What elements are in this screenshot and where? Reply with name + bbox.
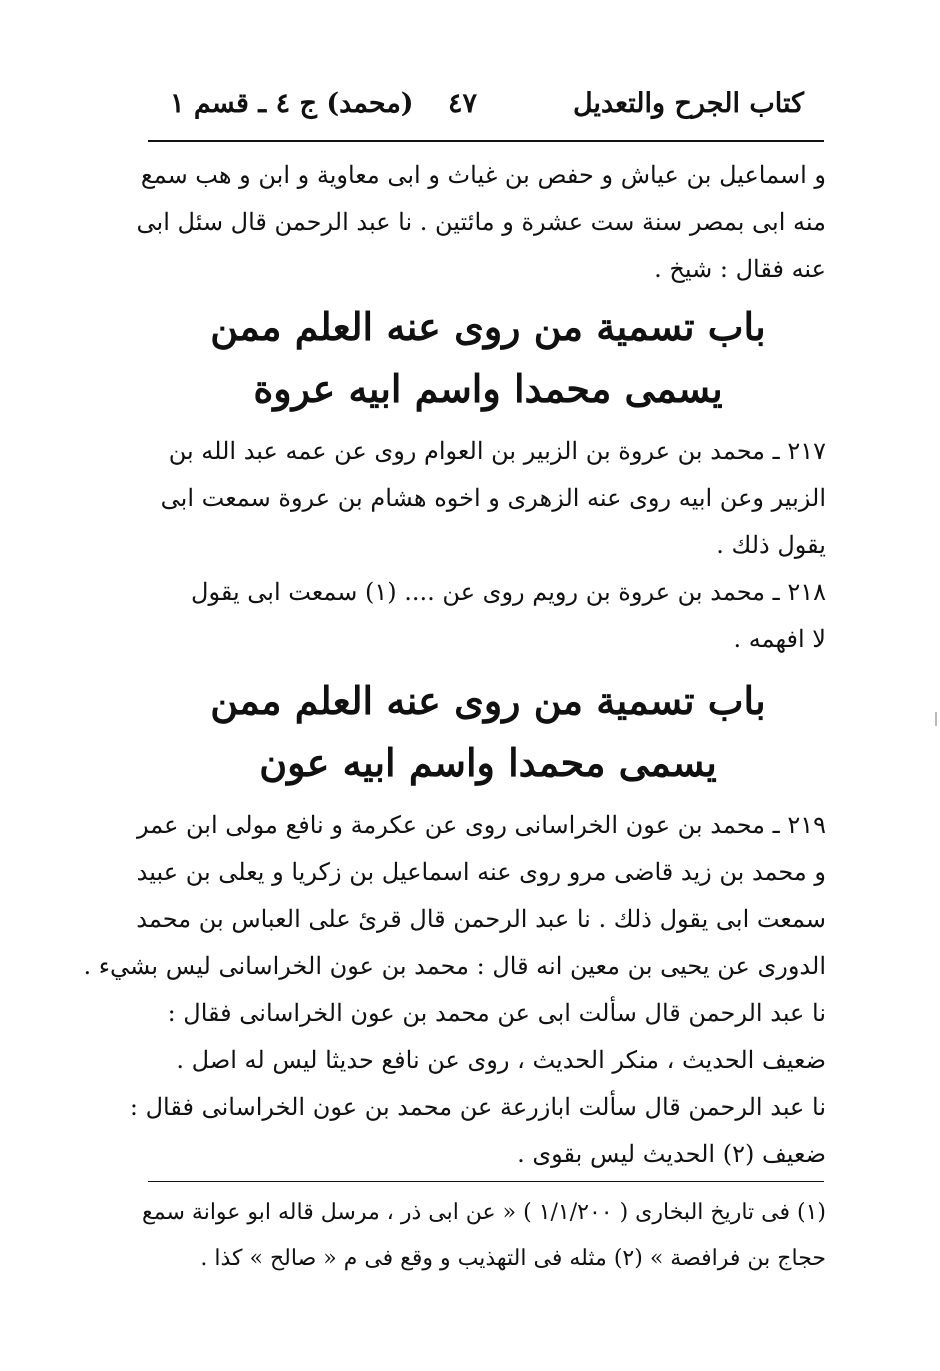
chapter-heading-urwa [150,296,826,420]
page-number: ٤٧ [448,88,478,119]
running-header [148,88,804,128]
scan-speck [935,712,937,726]
text-line: و محمد بن زيد قاضى مرو روى عنه اسماعيل بن زكريا و يعلى بن عبيد [136,858,826,886]
heading-line: يسمى محمدا واسم ابيه عروة [253,366,723,411]
entry-217 [150,428,826,569]
heading-line: يسمى محمدا واسم ابيه عون [259,740,717,785]
text-line: ٢١٩ ـ محمد بن عون الخراسانى روى عن عكرمة و نافع مولى ابن عمر [136,811,826,839]
footnote-line: حجاج بن فرافصة » (٢) مثله فى التهذيب و وقع فى م « صالح » كذا . [200,1246,826,1271]
entry-218 [150,569,826,663]
text-line: عنه فقال : شيخ . [654,255,826,283]
footnote-line: (١) فى تاريخ البخارى ( ١/١/٢٠٠ ) « عن ابى ذر ، مرسل قاله ابو عوانة سمع [142,1200,826,1225]
intro-paragraph [136,152,826,293]
text-line: نا عبد الرحمن قال سألت ابازرعة عن محمد بن عون الخراسانى فقال : [129,1093,826,1121]
text-line: ٢١٨ ـ محمد بن عروة بن رويم روى عن .... (١) سمعت ابى يقول [191,578,826,606]
text-line: نا عبد الرحمن قال سألت ابى عن محمد بن عون الخراسانى فقال : [167,999,826,1027]
text-line: سمعت ابى يقول ذلك . نا عبد الرحمن قال قرئ على العباس بن محمد [136,905,826,933]
text-line: منه ابى بمصر سنة ست عشرة و مائتين . نا عبد الرحمن قال سئل ابى [136,208,826,236]
book-title: كتاب الجرح والتعديل [572,88,804,119]
footnote-rule [148,1181,824,1182]
text-line: الدورى عن يحيى بن معين انه قال : محمد بن عون الخراسانى ليس بشيء . [83,952,826,980]
entry-219 [83,802,826,1178]
text-line: ٢١٧ ـ محمد بن عروة بن الزبير بن العوام روى عن عمه عبد الله بن [168,437,826,465]
text-line: يقول ذلك . [716,531,826,559]
footnotes [142,1190,826,1282]
chapter-heading-awn [150,670,826,794]
header-rule [148,140,824,142]
text-line: لا افهمه . [733,625,826,653]
section-label: (محمد) ج ٤ ـ قسم ١ [170,88,414,119]
heading-line: باب تسمية من روى عنه العلم ممن [210,304,766,349]
text-line: و اسماعيل بن عياش و حفص بن غياث و ابى معاوية و ابن و هب سمع [140,161,826,189]
text-line: ضعيف (٢) الحديث ليس بقوى . [517,1140,826,1168]
text-line: الزبير وعن ابيه روى عنه الزهرى و اخوه هشام بن عروة سمعت ابى [160,484,826,512]
text-line: ضعيف الحديث ، منكر الحديث ، روى عن نافع حديثا ليس له اصل . [176,1046,826,1074]
heading-line: باب تسمية من روى عنه العلم ممن [210,678,766,723]
